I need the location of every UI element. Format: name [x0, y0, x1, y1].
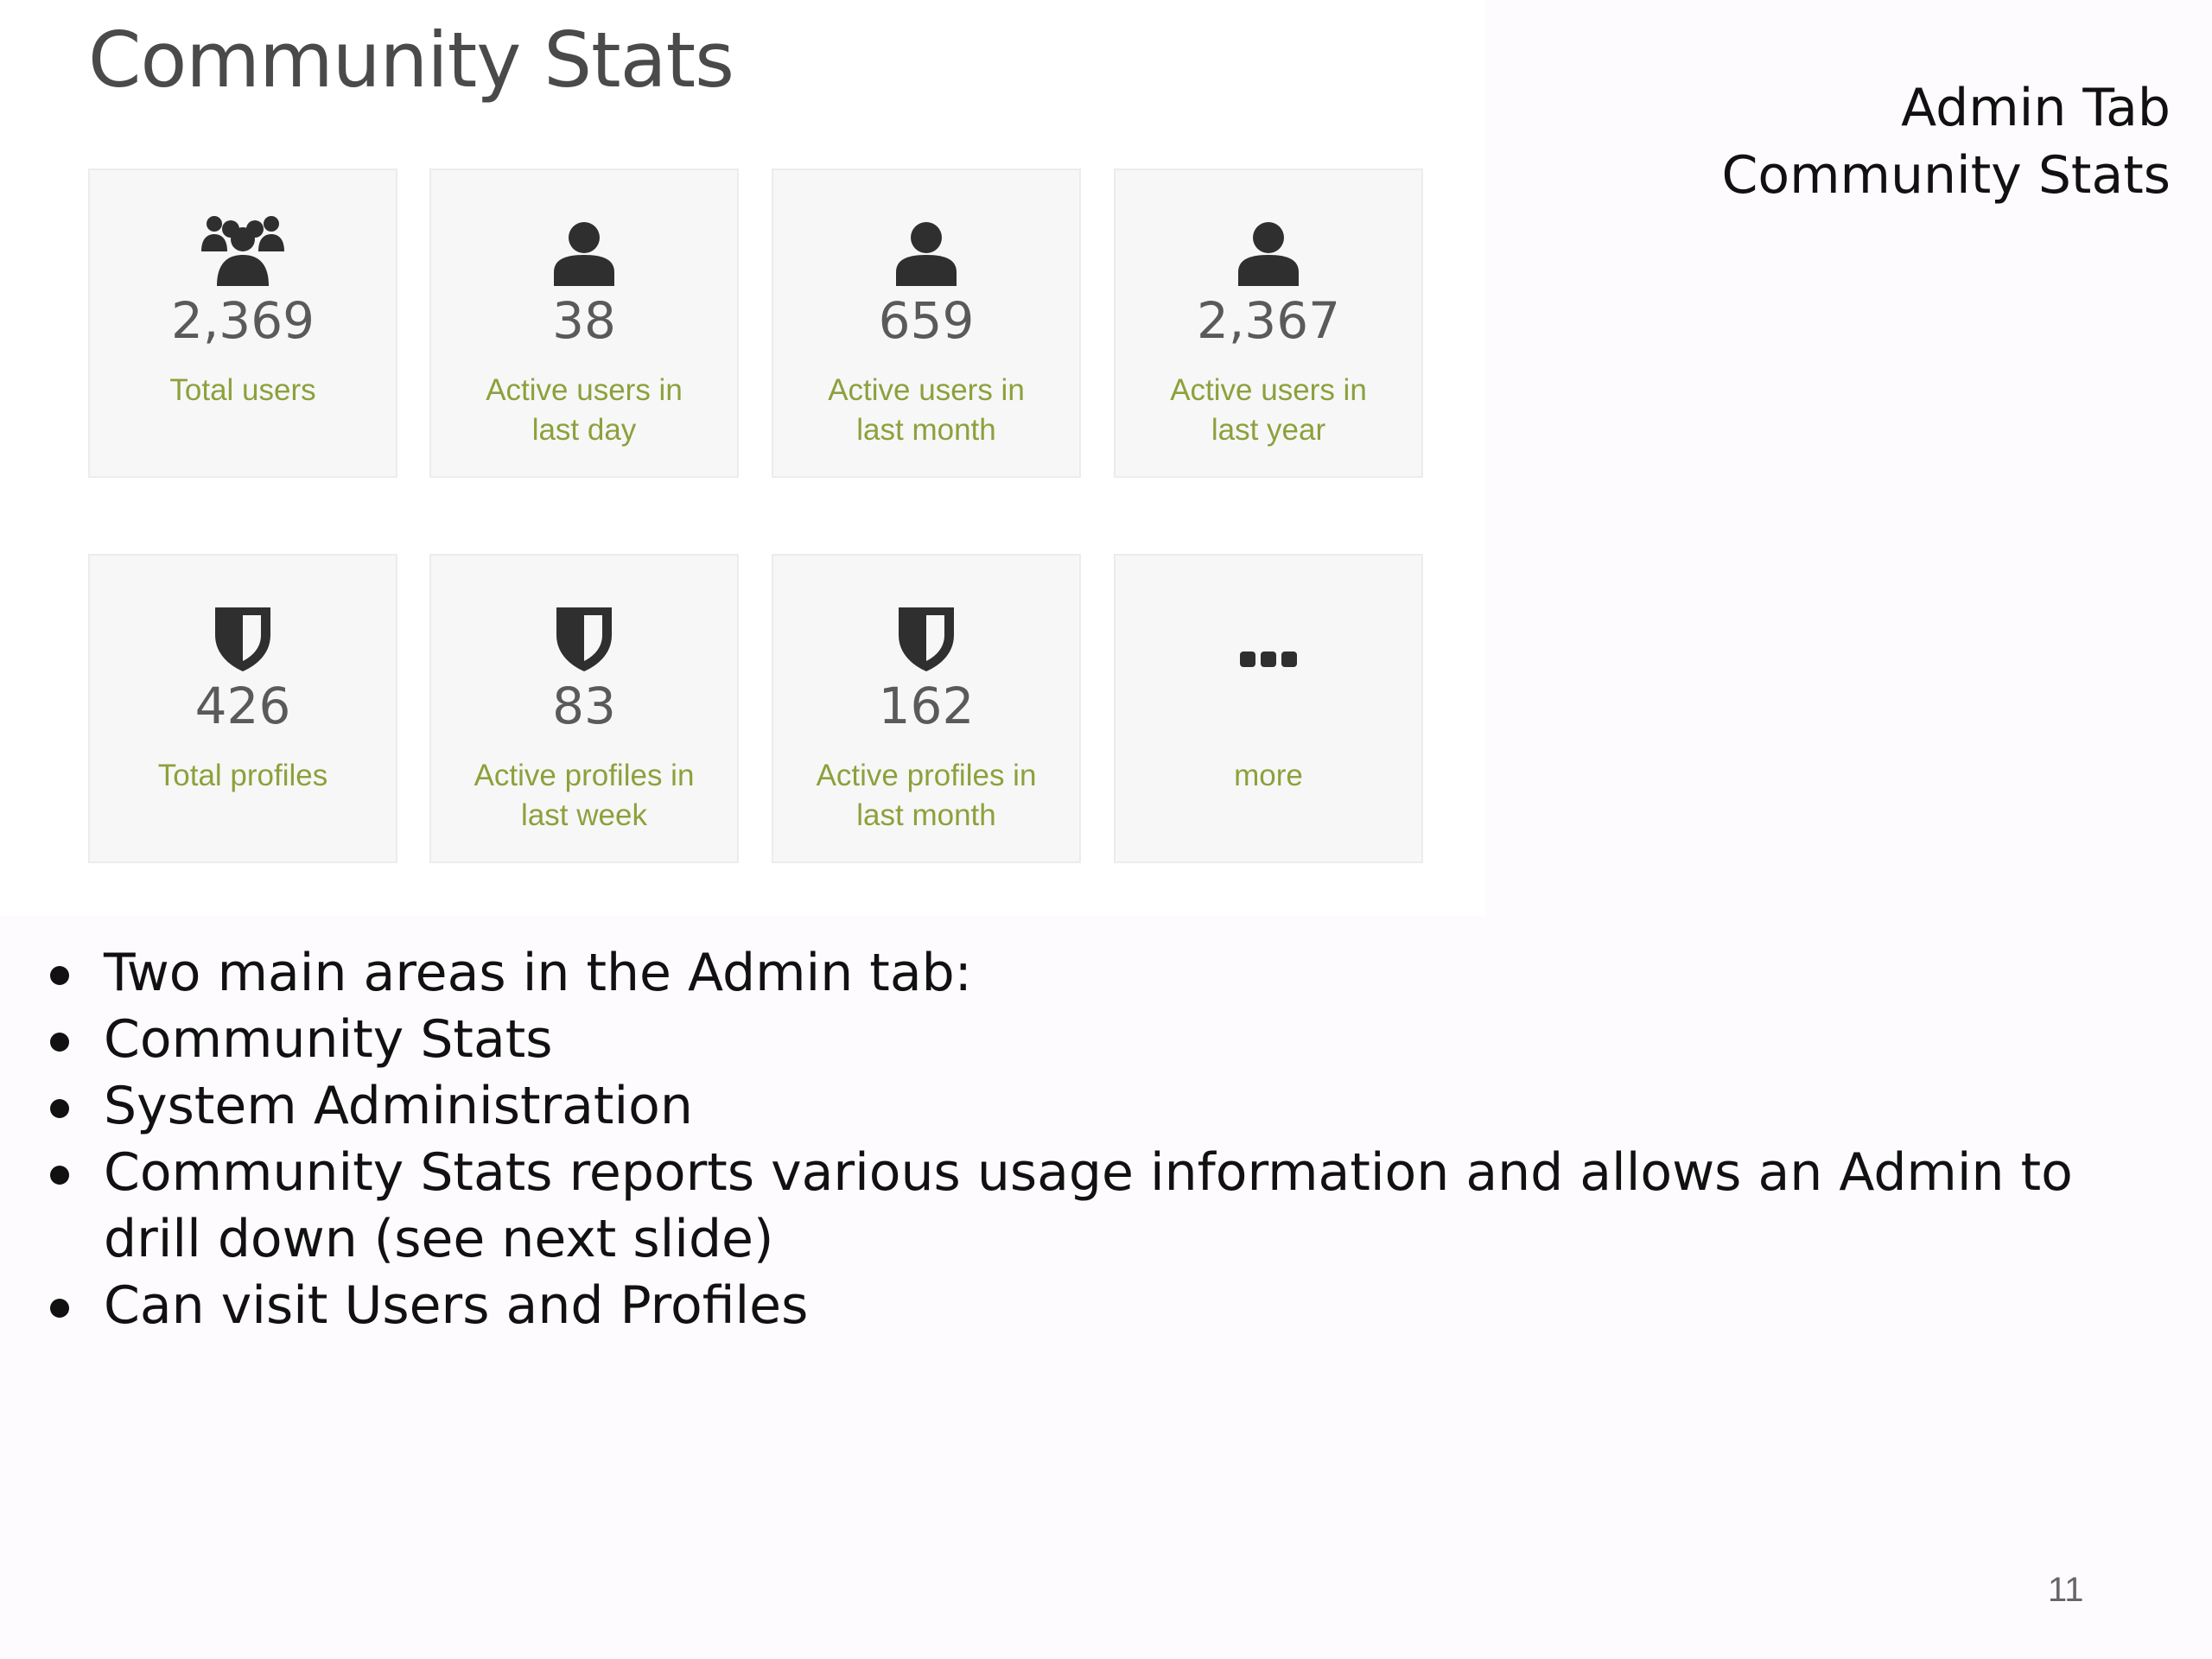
user-icon: [1238, 222, 1299, 286]
slide-heading-line2: Community Stats: [1721, 145, 2171, 206]
stat-tile-active-users-last-year[interactable]: [1114, 168, 1423, 478]
stat-tile-total-users[interactable]: [88, 168, 397, 478]
bullet-list: [43, 940, 2143, 1339]
slide-heading-line1: Admin Tab: [1901, 78, 2171, 138]
bullet-item: System Administration: [43, 1073, 2143, 1140]
stat-tile-active-users-last-month[interactable]: [772, 168, 1081, 478]
user-icon: [896, 222, 957, 286]
stat-value: 426: [194, 677, 291, 735]
stat-tile-more[interactable]: [1114, 554, 1423, 863]
stat-value: 2,369: [170, 291, 315, 350]
stat-value: 83: [552, 677, 616, 735]
user-icon: [554, 222, 614, 286]
stat-tile-active-users-last-day[interactable]: [429, 168, 739, 478]
stat-label: Active users in last month: [828, 373, 1025, 447]
bullet-item: Can visit Users and Profiles: [43, 1273, 2143, 1339]
bullet-item: Community Stats: [43, 1007, 2143, 1073]
stat-tile-active-profiles-last-month[interactable]: [772, 554, 1081, 863]
bullet-item: Two main areas in the Admin tab:: [43, 940, 2143, 1007]
bullet-item: Community Stats reports various usage information and allows an Admin to drill down (see next slide): [43, 1140, 2143, 1273]
stat-value: 2,367: [1196, 291, 1341, 350]
users-group-icon: [201, 213, 284, 286]
shield-icon: [556, 607, 612, 671]
stat-tile-total-profiles[interactable]: [88, 554, 397, 863]
stat-label: Active users in last day: [486, 373, 683, 447]
stat-label: Active users in last year: [1170, 373, 1367, 447]
stat-value: 38: [552, 291, 616, 350]
stat-label: Total users: [169, 373, 316, 407]
stat-label: Active profiles in last week: [474, 759, 695, 832]
page-title: Community Stats: [88, 16, 734, 105]
stat-label: Total profiles: [157, 759, 328, 792]
ellipsis-icon: [1240, 652, 1297, 667]
stat-label: Active profiles in last month: [816, 759, 1037, 832]
stat-value: 162: [878, 677, 975, 735]
shield-icon: [215, 607, 270, 671]
slide-heading: [1722, 74, 2171, 209]
stat-tile-active-profiles-last-week[interactable]: [429, 554, 739, 863]
community-stats-screenshot: [0, 0, 1486, 916]
stat-value: 659: [878, 291, 975, 350]
shield-icon: [899, 607, 954, 671]
page-number: 11: [2048, 1571, 2084, 1609]
more-link[interactable]: more: [1234, 759, 1303, 792]
